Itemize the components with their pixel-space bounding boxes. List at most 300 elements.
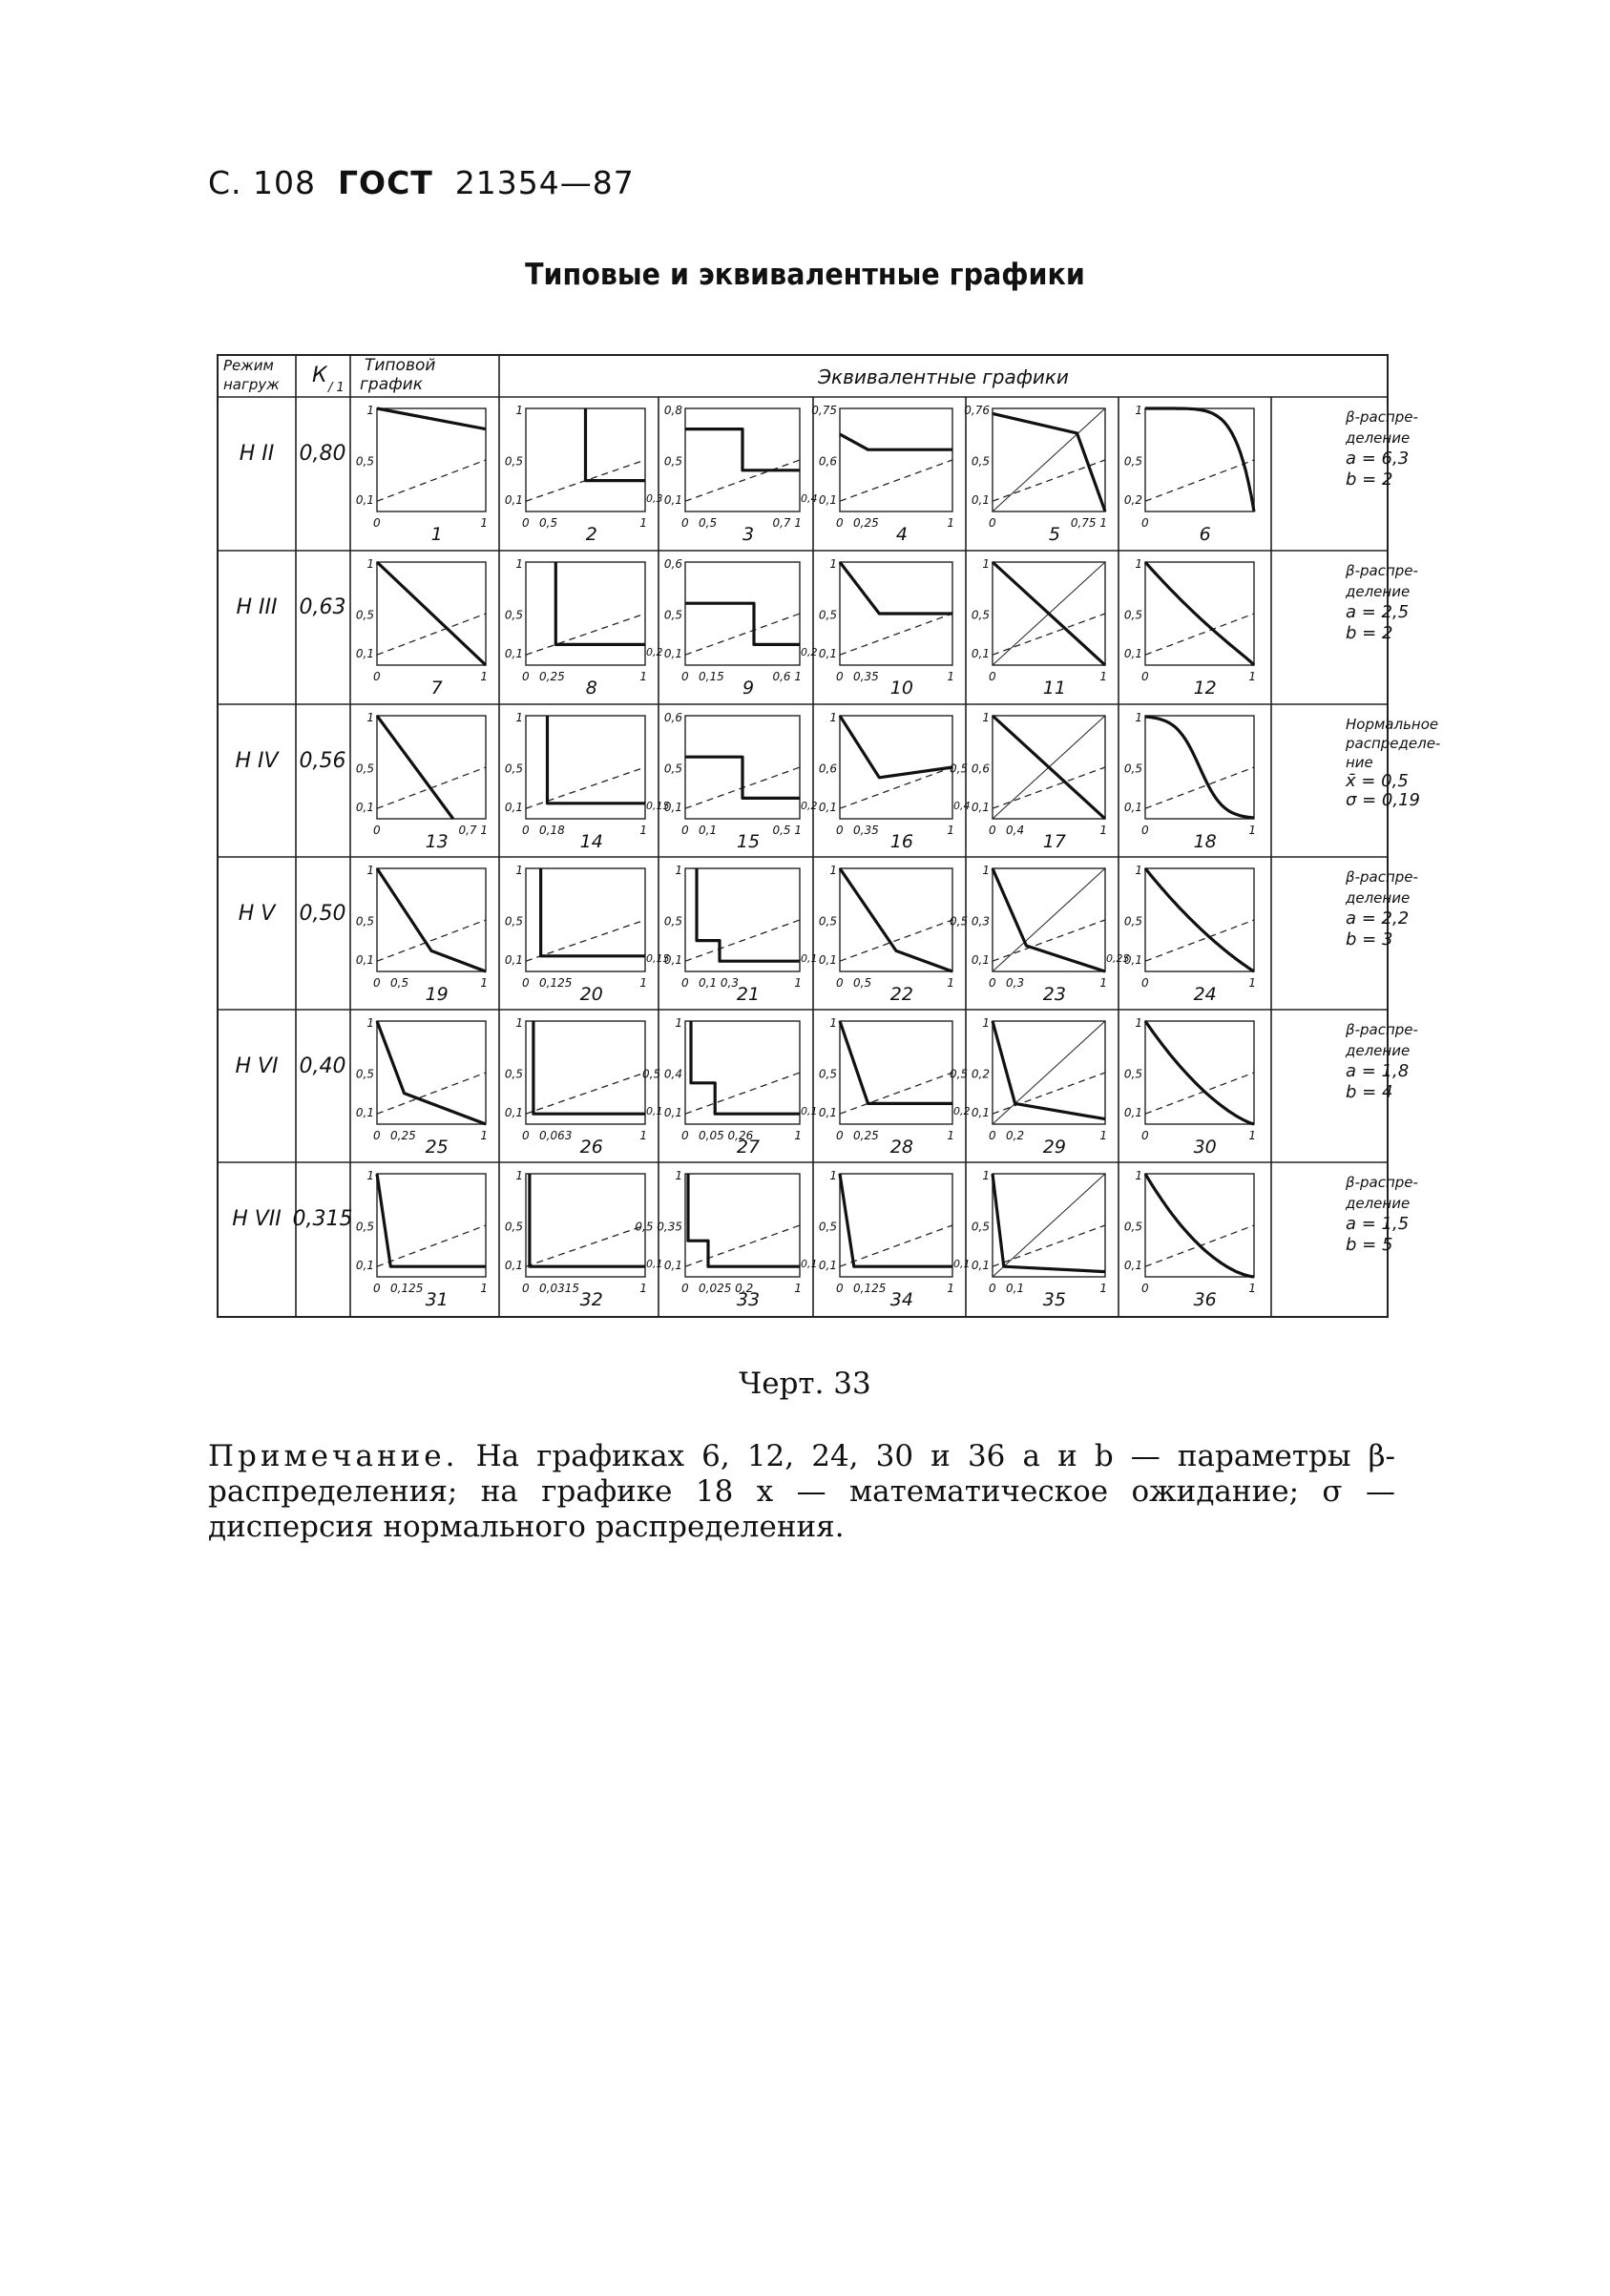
graph-right-label: 0,4 <box>953 800 971 812</box>
graph-x-label-origin: 0 <box>681 516 689 530</box>
graph-y-label: 0,5 0,6 <box>950 762 990 776</box>
header-k-sub: / 1 <box>328 381 345 395</box>
graph-number: 23 <box>1042 984 1066 1005</box>
graph-number: 11 <box>1042 678 1066 699</box>
graph-35 <box>993 1174 1105 1277</box>
graph-box <box>840 1174 952 1277</box>
graph-y-label: 0,1 <box>818 1259 837 1272</box>
graph-y-label: 0,5 0,3 <box>950 914 990 929</box>
graph-x-label-origin: 0 <box>373 516 381 530</box>
graph-curve <box>993 1021 1105 1119</box>
graph-x-label-mid: 0,25 <box>390 1129 416 1142</box>
graphs-table <box>212 353 1441 1329</box>
graph-reference-line <box>526 1225 645 1266</box>
graph-x-label-mid: 0,15 <box>699 670 724 683</box>
graph-number: 14 <box>579 831 603 852</box>
graph-y-label: 0,5 <box>971 454 990 469</box>
graph-number: 35 <box>1042 1289 1066 1310</box>
graph-box <box>526 1021 645 1124</box>
graph-x-label-end: 1 <box>639 1129 647 1142</box>
graph-x-label-mid: 0,5 <box>539 516 558 530</box>
graph-y-label: 0,5 <box>663 608 682 622</box>
graph-box <box>526 562 645 665</box>
graph-32 <box>526 1174 645 1277</box>
graph-26 <box>526 1021 645 1124</box>
graph-6 <box>1145 408 1254 511</box>
graph-number: 9 <box>742 678 755 699</box>
graph-curve <box>555 562 645 644</box>
note-label: Примечание. <box>208 1439 459 1473</box>
graph-curve <box>541 868 645 956</box>
note-paragraph <box>208 1439 1395 1545</box>
graph-right-label: 0,1 <box>801 1105 818 1117</box>
graph-y-label: 0,1 <box>1123 1106 1142 1119</box>
row-mode: Н IV <box>235 749 279 773</box>
graph-17 <box>993 716 1105 819</box>
graph-y-label: 0,1 <box>663 801 682 814</box>
graph-x-label-end: 1 <box>480 976 488 990</box>
graph-x-label-mid: 0,025 0,2 <box>699 1282 754 1295</box>
graph-reference-line <box>993 1225 1105 1266</box>
graph-x-label-mid: 0,2 <box>1006 1129 1025 1142</box>
graph-y-label: 0,1 <box>504 801 523 814</box>
graph-y-label: 0,1 <box>971 647 990 660</box>
graph-y-label: 0,5 <box>504 762 523 776</box>
graph-29 <box>993 1021 1105 1124</box>
graph-y-label: 0,1 <box>663 647 682 660</box>
graph-1 <box>377 408 486 511</box>
graph-y-label: 1 <box>1135 711 1142 724</box>
graph-x-label-end: 1 <box>639 516 647 530</box>
graph-y-label: 0,1 <box>971 801 990 814</box>
graph-13 <box>377 716 486 819</box>
graph-x-label-origin: 0 <box>989 976 996 990</box>
graph-y-label: 0,5 0,35 <box>635 1220 682 1234</box>
graph-21 <box>685 868 800 971</box>
graph-y-label: 0,1 <box>1123 1259 1142 1272</box>
graph-x-label-end: 0,5 1 <box>772 824 802 837</box>
graph-y-label: 0,5 <box>504 454 523 469</box>
graph-y-label: 0,1 <box>1123 801 1142 814</box>
graph-number: 1 <box>430 524 443 545</box>
graph-x-label-end: 1 <box>639 1282 647 1295</box>
graph-y-label: 0,5 0,4 <box>642 1067 682 1081</box>
graph-number: 22 <box>889 984 913 1005</box>
graph-y-label: 1 <box>366 864 374 877</box>
graph-x-label-origin: 0 <box>1141 976 1149 990</box>
graph-x-label-origin: 0 <box>522 1282 530 1295</box>
note-text: На графиках 6, 12, 24, 30 и 36 a и b — параметры β-распределения; на графике 18 x — математическое ожидание; σ — дисперсия нормального распределения. <box>208 1439 1395 1544</box>
graph-x-label-origin: 0 <box>1141 1282 1149 1295</box>
param-text-line: a = 1,8 <box>1346 1061 1410 1081</box>
param-text-line: β-распре- <box>1346 1021 1418 1038</box>
graph-y-label: 0,6 <box>663 557 682 571</box>
graph-reference-line <box>377 1073 486 1114</box>
graph-right-label: 0,2 <box>953 1105 971 1117</box>
graph-curve <box>377 716 453 819</box>
graph-reference-line <box>840 460 952 501</box>
graph-number: 20 <box>579 984 603 1005</box>
graph-curve <box>1145 562 1254 665</box>
graph-reference-line <box>377 920 486 961</box>
graph-number: 6 <box>1199 524 1211 545</box>
graph-y-label: 0,1 <box>971 493 990 507</box>
graph-curve <box>548 716 646 804</box>
row-mode: Н V <box>238 902 276 926</box>
graph-x-label-origin: 0 <box>989 670 996 683</box>
graph-y-label: 1 <box>366 404 374 417</box>
graph-right-label: 0,1 <box>646 1105 663 1117</box>
row-k-value: 0,63 <box>299 595 346 619</box>
graph-number: 30 <box>1193 1137 1217 1158</box>
graph-x-label-origin: 0 <box>1141 824 1149 837</box>
graph-x-label-origin: 0 <box>1141 516 1149 530</box>
graph-y-label: 0,1 <box>818 493 837 507</box>
graph-7 <box>377 562 486 665</box>
graph-y-label: 0,5 <box>818 608 837 622</box>
graph-box <box>685 868 800 971</box>
graph-y-label: 1 <box>515 557 523 571</box>
graph-number: 10 <box>889 678 913 699</box>
graph-curve <box>1145 408 1254 511</box>
gost-number: 21354—87 <box>454 164 635 201</box>
graph-number: 12 <box>1193 678 1217 699</box>
graph-x-label-mid: 0,5 <box>699 516 718 530</box>
graph-box <box>377 408 486 511</box>
graph-y-label: 0,1 <box>504 1106 523 1119</box>
graph-y-label: 0,5 <box>1123 608 1142 622</box>
graph-curve <box>377 868 486 971</box>
graph-number: 27 <box>736 1137 761 1158</box>
graph-box <box>377 868 486 971</box>
graph-y-label: 0,5 <box>1123 454 1142 469</box>
graph-number: 24 <box>1193 984 1217 1005</box>
graph-x-label-end: 1 <box>794 1129 802 1142</box>
param-text-line: β-распре- <box>1346 562 1418 579</box>
graph-x-label-end: 0,7 1 <box>772 516 802 530</box>
graph-19 <box>377 868 486 971</box>
graph-right-label: 0,4 <box>801 492 818 505</box>
graph-4 <box>840 408 952 511</box>
page-header <box>208 164 635 201</box>
row-mode: Н VI <box>235 1054 279 1078</box>
param-text-line: β-распре- <box>1346 408 1418 426</box>
graph-16 <box>840 716 952 819</box>
graph-y-label: 1 <box>1135 1016 1142 1030</box>
graph-y-label: 0,1 <box>355 953 374 967</box>
graph-box <box>1145 408 1254 511</box>
graph-box <box>1145 868 1254 971</box>
graph-y-label: 0,6 <box>663 711 682 724</box>
graph-right-label: 0,1 <box>646 1258 663 1270</box>
graph-27 <box>685 1021 800 1124</box>
graph-x-label-origin: 0 <box>681 670 689 683</box>
graph-25 <box>377 1021 486 1124</box>
param-text-line: Нормальное <box>1346 716 1439 733</box>
graph-number: 3 <box>742 524 755 545</box>
graph-y-label: 0,5 <box>355 1067 374 1081</box>
graph-2 <box>526 408 645 511</box>
graph-x-label-origin: 0 <box>836 976 844 990</box>
param-text-line: a = 1,5 <box>1346 1214 1410 1234</box>
graph-y-label: 0,2 <box>1123 493 1142 507</box>
graph-y-label: 1 <box>675 1016 682 1030</box>
graph-box <box>685 1021 800 1124</box>
graph-y-label: 0,1 <box>1123 647 1142 660</box>
graph-x-label-end: 1 <box>1248 670 1256 683</box>
graph-x-label-end: 1 <box>639 670 647 683</box>
param-text-line: a = 6,3 <box>1346 449 1410 469</box>
graph-number: 15 <box>736 831 761 852</box>
graph-14 <box>526 716 645 819</box>
graph-curve <box>697 868 800 961</box>
param-text-line: деление <box>1346 1195 1411 1212</box>
graph-x-label-end: 1 <box>1248 1282 1256 1295</box>
graph-number: 7 <box>430 678 443 699</box>
graph-x-label-origin: 0 <box>836 670 844 683</box>
graph-y-label: 0,1 <box>355 801 374 814</box>
graph-y-label: 0,1 <box>663 1106 682 1119</box>
graph-number: 4 <box>895 524 908 545</box>
graph-y-label: 0,1 <box>818 1106 837 1119</box>
graph-12 <box>1145 562 1254 665</box>
graph-24 <box>1145 868 1254 971</box>
graph-curve <box>1145 1174 1254 1277</box>
graph-y-label: 0,75 <box>811 404 837 417</box>
param-text-line: β-распре- <box>1346 868 1418 886</box>
graph-right-label: 0,15 <box>646 800 670 812</box>
graph-number: 34 <box>889 1289 913 1310</box>
graph-reference-line <box>526 1073 645 1114</box>
graph-reference-line <box>840 1225 952 1266</box>
graph-box <box>1145 1021 1254 1124</box>
graph-curve <box>840 1021 952 1103</box>
graph-x-label-origin: 0 <box>373 824 381 837</box>
row-k-value: 0,50 <box>299 902 346 926</box>
graph-3 <box>685 408 800 511</box>
graph-11 <box>993 562 1105 665</box>
graph-y-label: 0,1 <box>355 1259 374 1272</box>
graph-reference-line <box>840 767 952 808</box>
graph-number: 21 <box>736 984 761 1005</box>
graph-y-label: 0,5 <box>355 1220 374 1234</box>
graph-reference-line <box>1145 767 1254 808</box>
graph-x-label-end: 1 <box>639 976 647 990</box>
graph-right-label: 0,1 <box>801 1258 818 1270</box>
graph-curve <box>840 434 952 449</box>
graph-number: 36 <box>1193 1289 1217 1310</box>
graph-x-label-mid: 0,1 0,3 <box>699 976 739 990</box>
graph-x-label-origin: 0 <box>989 824 996 837</box>
graph-x-label-end: 0,6 1 <box>772 670 802 683</box>
graph-y-label: 0,76 <box>964 404 990 417</box>
graph-x-label-end: 1 <box>1248 824 1256 837</box>
header-mode-line2: нагруж <box>223 376 280 393</box>
graph-18 <box>1145 716 1254 819</box>
graph-reference-line <box>685 1225 800 1266</box>
header-k: К <box>312 364 327 387</box>
graph-x-label-origin: 0 <box>836 516 844 530</box>
graph-x-label-origin: 0 <box>836 1282 844 1295</box>
graph-x-label-end: 1 <box>1099 824 1107 837</box>
graph-x-label-origin: 0 <box>989 1129 996 1142</box>
graph-curve <box>377 408 486 429</box>
param-text-line: деление <box>1346 583 1411 600</box>
graph-x-label-end: 1 <box>947 1282 954 1295</box>
graph-y-label: 1 <box>366 1169 374 1182</box>
graph-x-label-mid: 0,1 <box>699 824 718 837</box>
graph-y-label: 0,5 <box>1123 914 1142 929</box>
graph-reference-line <box>840 920 952 961</box>
row-mode: Н III <box>236 595 278 619</box>
graph-y-label: 0,1 <box>355 493 374 507</box>
graph-x-label-mid: 0,25 <box>853 516 879 530</box>
graph-y-label: 0,5 0,2 <box>950 1067 990 1081</box>
graph-x-label-end: 1 <box>480 670 488 683</box>
row-k-value: 0,56 <box>299 749 346 773</box>
graph-curve <box>840 1174 952 1266</box>
graph-x-label-origin: 0 <box>522 516 530 530</box>
graph-number: 32 <box>579 1289 603 1310</box>
graph-number: 17 <box>1042 831 1066 852</box>
graph-reference-line <box>685 614 800 655</box>
graph-x-label-mid: 0,35 <box>853 670 879 683</box>
graph-33 <box>685 1174 800 1277</box>
graph-box <box>526 1174 645 1277</box>
figure-caption: Черт. 33 <box>739 1367 871 1401</box>
graph-curve <box>377 1021 486 1124</box>
graph-curve <box>377 1174 486 1266</box>
graph-number: 33 <box>736 1289 761 1310</box>
graph-right-label: 0,2 <box>801 800 818 812</box>
graph-curve <box>1145 1021 1254 1124</box>
graph-y-label: 0,1 <box>818 953 837 967</box>
graph-reference-line <box>840 614 952 655</box>
graph-x-label-origin: 0 <box>836 1129 844 1142</box>
graph-curve <box>840 868 952 971</box>
graph-x-label-mid: 0,4 <box>1006 824 1025 837</box>
graph-right-label: 0,15 <box>646 952 670 965</box>
graph-30 <box>1145 1021 1254 1124</box>
graph-x-label-origin: 0 <box>681 824 689 837</box>
graph-x-label-end: 0,7 1 <box>458 824 488 837</box>
graph-x-label-origin: 0 <box>836 824 844 837</box>
graph-reference-line <box>840 1073 952 1114</box>
graph-x-label-end: 1 <box>1099 1282 1107 1295</box>
graph-y-label: 0,1 <box>971 953 990 967</box>
graph-curve <box>993 413 1105 511</box>
graph-y-label: 1 <box>366 1016 374 1030</box>
graph-reference-line <box>1145 460 1254 501</box>
graph-y-label: 0,1 <box>504 953 523 967</box>
graph-diagonal <box>993 868 1105 971</box>
param-text-line: b = 2 <box>1346 470 1393 490</box>
graph-34 <box>840 1174 952 1277</box>
graph-y-label: 0,1 <box>663 953 682 967</box>
graph-curve <box>691 1021 800 1114</box>
graph-number: 18 <box>1193 831 1217 852</box>
param-text-line: деление <box>1346 889 1411 907</box>
graph-x-label-end: 1 <box>947 824 954 837</box>
graph-y-label: 1 <box>515 711 523 724</box>
graph-y-label: 0,5 <box>1123 762 1142 776</box>
graph-curve <box>685 603 800 644</box>
graph-y-label: 1 <box>515 404 523 417</box>
graph-reference-line <box>1145 1073 1254 1114</box>
header-typical-line1: Типовой <box>365 356 436 375</box>
param-text-line: деление <box>1346 429 1411 447</box>
graph-curve <box>1145 868 1254 971</box>
graph-curve <box>533 1021 645 1114</box>
graph-y-label: 1 <box>1135 557 1142 571</box>
graph-y-label: 1 <box>982 1016 990 1030</box>
graph-y-label: 0,1 <box>504 1259 523 1272</box>
graph-22 <box>840 868 952 971</box>
graph-x-label-mid: 0,3 <box>1006 976 1025 990</box>
graph-x-label-end: 1 <box>480 1282 488 1295</box>
graph-diagonal <box>993 1174 1105 1277</box>
graph-right-label: 0,25 <box>1106 952 1130 965</box>
graph-y-label: 1 <box>1135 1169 1142 1182</box>
graph-x-label-origin: 0 <box>373 976 381 990</box>
graph-number: 16 <box>889 831 913 852</box>
graph-number: 31 <box>425 1289 449 1310</box>
graph-y-label: 1 <box>829 1016 837 1030</box>
graph-x-label-end: 1 <box>794 976 802 990</box>
graph-y-label: 1 <box>982 557 990 571</box>
graph-number: 13 <box>425 831 449 852</box>
graph-y-label: 0,5 <box>818 1220 837 1234</box>
graph-number: 29 <box>1042 1137 1066 1158</box>
graph-number: 26 <box>579 1137 603 1158</box>
graph-right-label: 0,2 <box>801 646 818 658</box>
graph-y-label: 0,6 <box>818 454 837 469</box>
graph-x-label-origin: 0 <box>522 670 530 683</box>
graph-x-label-origin: 0 <box>681 1129 689 1142</box>
param-text-line: b = 2 <box>1346 623 1393 643</box>
graph-box <box>685 562 800 665</box>
graph-curve <box>688 1174 800 1266</box>
graph-x-label-mid: 0,125 <box>853 1282 887 1295</box>
graph-curve <box>993 1174 1105 1272</box>
graph-x-label-mid: 0,05 0,26 <box>699 1129 754 1142</box>
graph-x-label-origin: 0 <box>373 670 381 683</box>
graph-y-label: 1 <box>515 864 523 877</box>
graph-y-label: 0,1 <box>504 493 523 507</box>
header-equivalent: Эквивалентные графики <box>818 365 1069 388</box>
graph-x-label-origin: 0 <box>522 1129 530 1142</box>
graph-right-label: 0,1 <box>801 952 818 965</box>
graph-y-label: 0,5 <box>663 454 682 469</box>
graph-9 <box>685 562 800 665</box>
graphs-table-svg <box>212 353 1441 1329</box>
graph-x-label-end: 1 <box>947 670 954 683</box>
graph-number: 19 <box>425 984 449 1005</box>
graph-box <box>377 1021 486 1124</box>
graph-box <box>840 408 952 511</box>
graph-x-label-end: 1 <box>1099 670 1107 683</box>
graph-28 <box>840 1021 952 1124</box>
graph-5 <box>993 408 1105 511</box>
graph-y-label: 0,1 <box>971 1106 990 1119</box>
graph-x-label-end: 1 <box>947 976 954 990</box>
graph-box <box>840 868 952 971</box>
graph-right-label: 0,3 <box>646 492 663 505</box>
graph-15 <box>685 716 800 819</box>
graph-x-label-origin: 0 <box>1141 1129 1149 1142</box>
graph-x-label-mid: 0,35 <box>853 824 879 837</box>
graph-diagonal <box>993 408 1105 511</box>
